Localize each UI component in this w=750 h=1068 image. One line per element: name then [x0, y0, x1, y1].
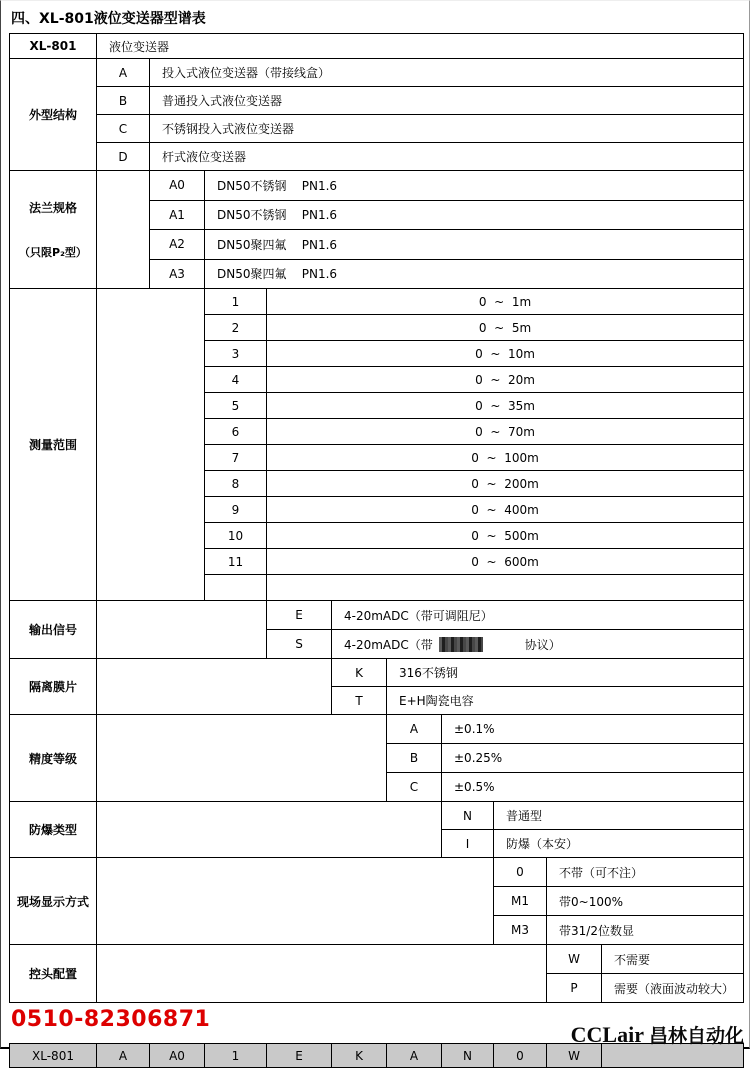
- watermark-company-name: 昌林自动化: [648, 1025, 744, 1047]
- option-desc-cell: 316不锈钢: [387, 659, 744, 687]
- option-code-cell: A2: [150, 230, 205, 260]
- model-name-cell: 液位变送器: [97, 34, 744, 59]
- table-row: [10, 715, 744, 744]
- spacer-cell: [97, 858, 494, 945]
- option-desc-cell: DN50聚四氟 PN1.6: [205, 259, 744, 289]
- option-code-cell: 10: [205, 523, 267, 549]
- option-code-cell: 0: [494, 858, 547, 887]
- option-code-cell: W: [547, 945, 602, 974]
- example-cell: A0: [150, 1044, 205, 1068]
- table-row: [10, 171, 744, 201]
- desc-text-prefix: 4-20mADC（带: [344, 637, 433, 652]
- example-cell: 0: [494, 1044, 547, 1068]
- section-label-range: 测量范围: [10, 289, 97, 601]
- spacer-cell: [97, 171, 150, 289]
- option-desc-cell: 0 ~ 600m: [267, 549, 744, 575]
- option-desc-cell: 0 ~ 20m: [267, 367, 744, 393]
- option-code-cell: K: [332, 659, 387, 687]
- spacer-cell: [97, 289, 205, 601]
- table-row: [10, 858, 744, 887]
- option-desc-cell: 不带（可不注）: [547, 858, 744, 887]
- table-row: [10, 802, 744, 830]
- table-row: [10, 945, 744, 974]
- option-desc-cell: 0 ~ 1m: [267, 289, 744, 315]
- option-desc-cell: 防爆（本安）: [494, 830, 744, 858]
- option-code-cell: T: [332, 687, 387, 715]
- option-code-cell: 5: [205, 393, 267, 419]
- option-desc-cell: 带0~100%: [547, 887, 744, 916]
- section-label-display: 现场显示方式: [10, 858, 97, 945]
- option-desc-cell: 0 ~ 100m: [267, 445, 744, 471]
- section-label-flange: [10, 171, 97, 289]
- label-line: 法兰规格: [28, 201, 77, 215]
- watermark-logo-text: CCLair: [570, 1022, 644, 1047]
- option-code-cell: D: [97, 143, 150, 171]
- section-label-head: 控头配置: [10, 945, 97, 1003]
- option-desc-cell: ±0.25%: [442, 744, 744, 773]
- example-cell: A: [97, 1044, 150, 1068]
- table-row: [10, 87, 744, 115]
- option-code-cell: 7: [205, 445, 267, 471]
- blurred-hart-logo-icon: [439, 637, 483, 652]
- option-desc-cell: DN50聚四氟 PN1.6: [205, 230, 744, 260]
- option-desc-cell: 不需要: [602, 945, 744, 974]
- table-row: [10, 659, 744, 687]
- option-code-cell: A: [97, 59, 150, 87]
- option-code-cell: M1: [494, 887, 547, 916]
- option-code-cell: A0: [150, 171, 205, 201]
- table-row: [10, 34, 744, 59]
- section-label-diaphragm: 隔离膜片: [10, 659, 97, 715]
- example-cell: N: [442, 1044, 494, 1068]
- empty-desc-cell: [267, 575, 744, 601]
- option-code-cell: A: [387, 715, 442, 744]
- option-code-cell: 6: [205, 419, 267, 445]
- label-note: （只限P₂型）: [19, 246, 87, 259]
- spec-table: [9, 33, 744, 1003]
- option-code-cell: 2: [205, 315, 267, 341]
- option-desc-cell: 需要（液面波动较大）: [602, 974, 744, 1003]
- example-cell: XL-801: [10, 1044, 97, 1068]
- example-cell: E: [267, 1044, 332, 1068]
- example-cell: A: [387, 1044, 442, 1068]
- option-code-cell: 4: [205, 367, 267, 393]
- option-code-cell: 9: [205, 497, 267, 523]
- empty-code-cell: [205, 575, 267, 601]
- option-desc-cell: 0 ~ 35m: [267, 393, 744, 419]
- option-desc-cell: DN50不锈钢 PN1.6: [205, 200, 744, 230]
- option-desc-cell: 0 ~ 10m: [267, 341, 744, 367]
- option-desc-cell: ±0.1%: [442, 715, 744, 744]
- option-code-cell: C: [387, 773, 442, 802]
- option-code-cell: P: [547, 974, 602, 1003]
- table-row: [10, 115, 744, 143]
- section-label-accuracy: 精度等级: [10, 715, 97, 802]
- spacer-cell: [97, 715, 387, 802]
- option-code-cell: 11: [205, 549, 267, 575]
- option-code-cell: C: [97, 115, 150, 143]
- option-code-cell: 3: [205, 341, 267, 367]
- page-title: 四、XL-801液位变送器型谱表: [11, 11, 206, 27]
- example-cell: W: [547, 1044, 602, 1068]
- option-desc-cell: 投入式液位变送器（带接线盒）: [150, 59, 744, 87]
- spacer-cell: [97, 659, 332, 715]
- option-code-cell: B: [387, 744, 442, 773]
- option-desc-cell: 0 ~ 200m: [267, 471, 744, 497]
- model-code-cell: XL-801: [10, 34, 97, 59]
- option-desc-cell: 0 ~ 400m: [267, 497, 744, 523]
- option-code-cell: I: [442, 830, 494, 858]
- desc-text-suffix: 协议）: [524, 637, 561, 652]
- option-desc-cell: 不锈钢投入式液位变送器: [150, 115, 744, 143]
- option-code-cell: M3: [494, 916, 547, 945]
- section-label-output: 输出信号: [10, 601, 97, 659]
- option-code-cell: S: [267, 630, 332, 659]
- option-code-cell: A3: [150, 259, 205, 289]
- table-row: [10, 59, 744, 87]
- spacer-cell: [97, 601, 267, 659]
- option-desc-cell: 0 ~ 5m: [267, 315, 744, 341]
- option-desc-cell: 0 ~ 500m: [267, 523, 744, 549]
- option-desc-cell: DN50不锈钢 PN1.6: [205, 171, 744, 201]
- section-label-structure: 外型结构: [10, 59, 97, 171]
- spacer-cell: [97, 945, 547, 1003]
- section-label-explosion: 防爆类型: [10, 802, 97, 858]
- option-desc-cell: 杆式液位变送器: [150, 143, 744, 171]
- option-code-cell: N: [442, 802, 494, 830]
- watermark: [571, 1021, 744, 1048]
- option-code-cell: B: [97, 87, 150, 115]
- table-row: [10, 289, 744, 315]
- example-cell: 1: [205, 1044, 267, 1068]
- phone-number: 0510-82306871: [11, 1007, 211, 1032]
- option-desc-cell: 带31/2位数显: [547, 916, 744, 945]
- option-desc-cell: 普通投入式液位变送器: [150, 87, 744, 115]
- example-cell: K: [332, 1044, 387, 1068]
- option-desc-cell: 0 ~ 70m: [267, 419, 744, 445]
- option-desc-cell: 普通型: [494, 802, 744, 830]
- spacer-cell: [97, 802, 442, 858]
- table-row: [10, 601, 744, 630]
- option-desc-cell: 4-20mADC（带可调阻尼）: [332, 601, 744, 630]
- option-desc-cell: [332, 630, 744, 659]
- option-code-cell: E: [267, 601, 332, 630]
- option-code-cell: 8: [205, 471, 267, 497]
- table-row: [10, 143, 744, 171]
- option-code-cell: 1: [205, 289, 267, 315]
- option-desc-cell: E+H陶瓷电容: [387, 687, 744, 715]
- option-desc-cell: ±0.5%: [442, 773, 744, 802]
- option-code-cell: A1: [150, 200, 205, 230]
